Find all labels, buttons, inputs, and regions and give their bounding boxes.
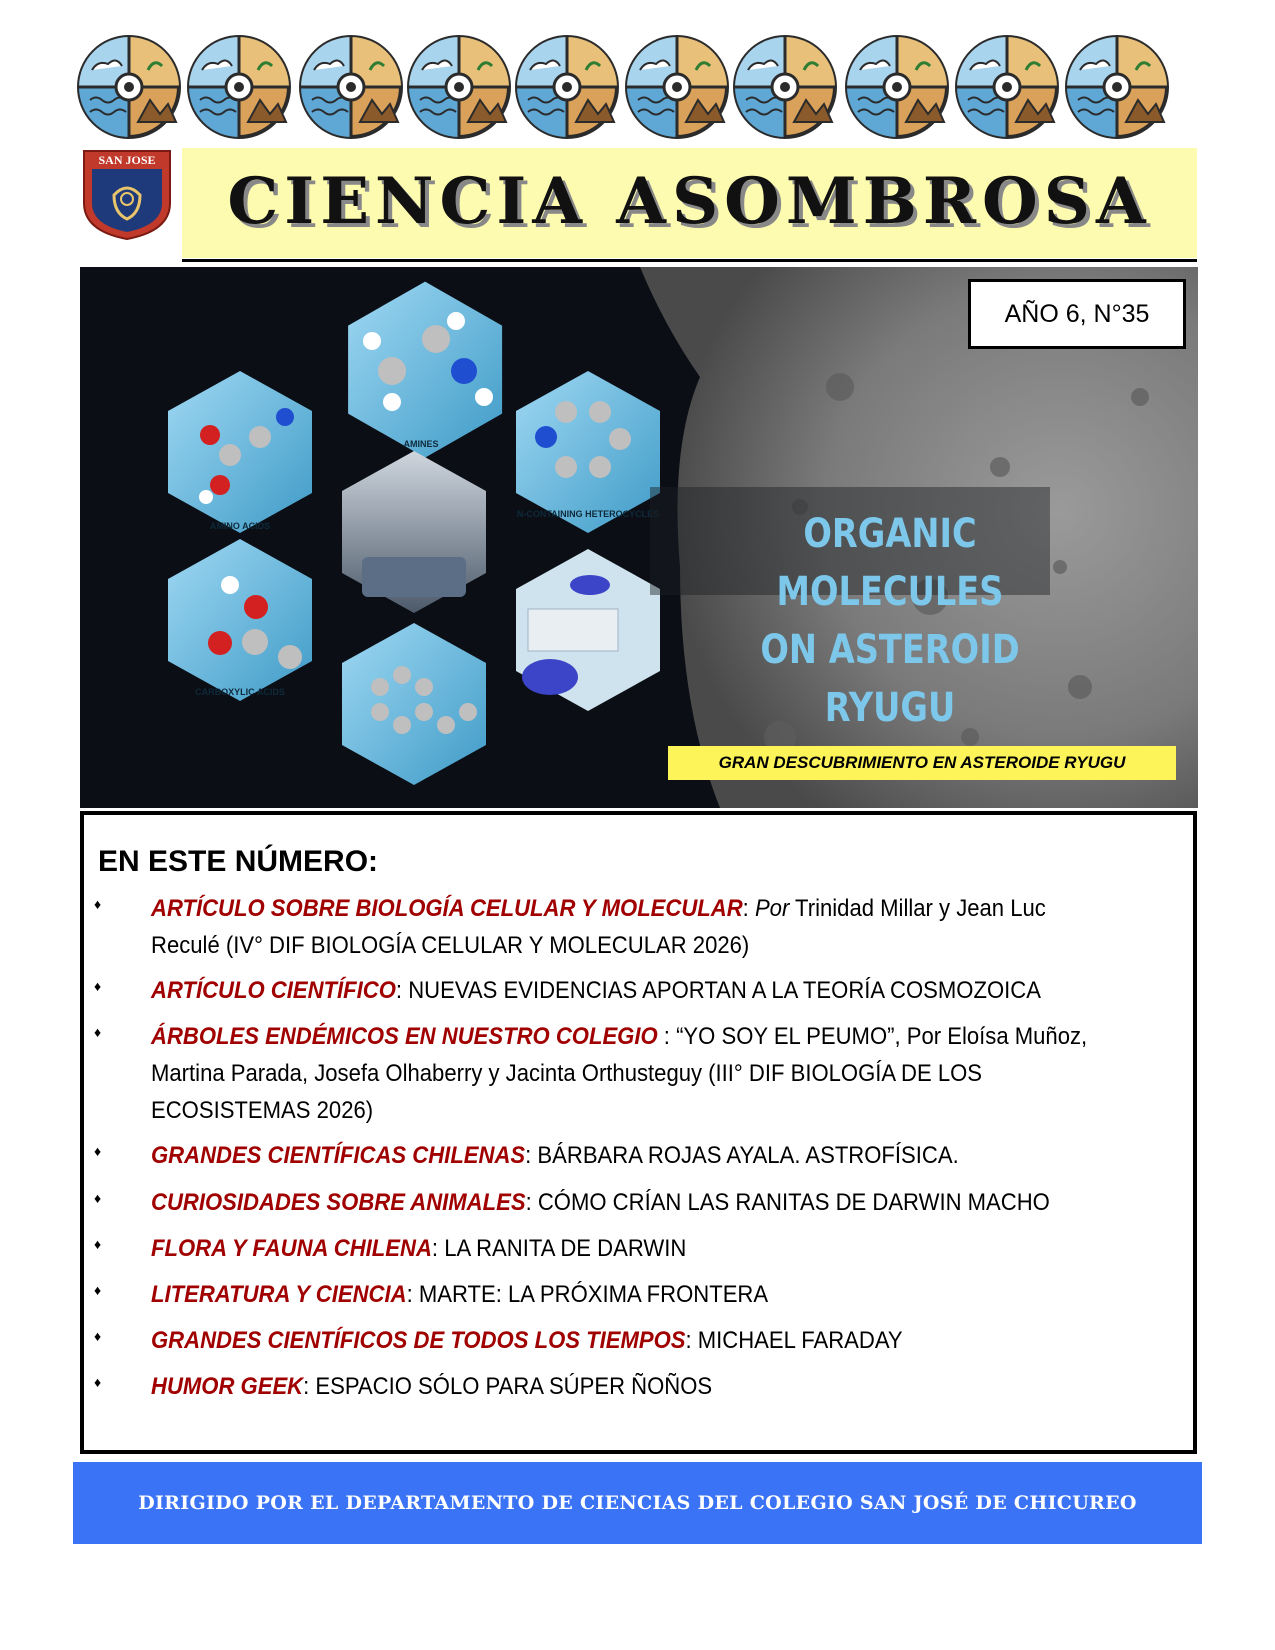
contents-item-text <box>151 890 1099 964</box>
diamond-bullet-icon: ♦ <box>94 1374 102 1390</box>
diamond-bullet-icon: ♦ <box>94 1328 102 1344</box>
diamond-bullet-icon: ♦ <box>94 1236 102 1252</box>
school-logo <box>80 147 174 241</box>
contents-item-text <box>151 1137 1099 1174</box>
contents-item-label: CURIOSIDADES SOBRE ANIMALES <box>151 1189 526 1216</box>
contents-item-description: MICHAEL FARADAY <box>697 1327 903 1354</box>
nature-elements-emblem-icon <box>514 34 620 140</box>
contents-item-separator: : <box>525 1189 532 1216</box>
title-divider <box>182 259 1197 262</box>
nature-elements-emblem-icon <box>1064 34 1170 140</box>
contents-item-text <box>151 1018 1099 1129</box>
contents-item-separator: : <box>525 1142 532 1169</box>
contents-item-separator: : <box>431 1235 439 1262</box>
diamond-bullet-icon: ♦ <box>94 1190 102 1206</box>
contents-item-separator: : <box>303 1373 310 1400</box>
nature-elements-emblem-icon <box>76 34 182 140</box>
contents-item-text <box>151 1276 1099 1313</box>
diamond-bullet-icon: ♦ <box>94 1143 102 1159</box>
contents-item-label: ÁRBOLES ENDÉMICOS EN NUESTRO COLEGIO <box>151 1023 658 1050</box>
hex-label-amino-acids: AMINO ACIDS <box>209 521 271 531</box>
school-logo-text: SAN JOSE <box>98 153 156 167</box>
contents-item-label: ARTÍCULO CIENTÍFICO <box>151 977 396 1004</box>
contents-item-label: GRANDES CIENTÍFICAS CHILENAS <box>151 1142 526 1169</box>
cover-caption: GRAN DESCUBRIMIENTO EN ASTEROIDE RYUGU <box>668 746 1176 780</box>
cover-headline <box>722 505 1058 737</box>
nature-elements-emblem-icon <box>624 34 730 140</box>
contents-item-separator: : <box>395 977 403 1004</box>
nature-elements-emblem-icon <box>406 34 512 140</box>
footer-banner: DIRIGIDO POR EL DEPARTAMENTO DE CIENCIAS DEL COLEGIO SAN JOSÉ DE CHICUREO <box>73 1462 1202 1544</box>
contents-item-separator: : <box>406 1281 413 1308</box>
magazine-title: CIENCIA ASOMBROSA <box>227 164 1152 239</box>
hex-label-carboxylic-acids: CARBOXYLIC ACIDS <box>195 687 285 697</box>
contents-item-description: CÓMO CRÍAN LAS RANITAS DE DARWIN MACHO <box>537 1189 1050 1216</box>
contents-item-separator: : <box>742 895 749 922</box>
contents-item-description: LA RANITA DE DARWIN <box>444 1235 687 1262</box>
contents-item-text <box>151 1322 1099 1359</box>
issue-number-box: AÑO 6, N°35 <box>968 279 1186 349</box>
contents-item-text <box>151 1184 1099 1221</box>
nature-elements-emblem-icon <box>732 34 838 140</box>
nature-elements-emblem-icon <box>298 34 404 140</box>
cover-headline-line2: ON ASTEROID RYUGU <box>760 627 1020 731</box>
hex-label-amines: AMINES <box>403 439 439 449</box>
diamond-bullet-icon: ♦ <box>94 978 102 994</box>
cover-headline-line1: ORGANIC MOLECULES <box>776 511 1004 615</box>
contents-item-label: HUMOR GEEK <box>151 1373 304 1400</box>
nature-elements-emblem-icon <box>954 34 1060 140</box>
diamond-bullet-icon: ♦ <box>94 896 102 912</box>
contents-item-label: GRANDES CIENTÍFICOS DE TODOS LOS TIEMPOS <box>151 1327 686 1354</box>
contents-heading: EN ESTE NÚMERO: <box>98 845 379 878</box>
contents-item-separator: : <box>657 1023 670 1050</box>
contents-item-label: ARTÍCULO SOBRE BIOLOGÍA CELULAR Y MOLECULAR <box>151 895 743 922</box>
nature-elements-emblem-icon <box>844 34 950 140</box>
contents-item-description: “YO SOY EL PEUMO”, Por Eloísa Muñoz, Martina Parada, Josefa Olhaberry y Jacinta Orthusteguy (III° DIF BIOLOGÍA DE LOS ECOSISTEMAS 2026) <box>151 1023 1088 1124</box>
contents-item-text <box>151 1368 1099 1405</box>
nature-elements-emblem-icon <box>186 34 292 140</box>
contents-item-byline: Por <box>754 895 790 922</box>
emblem-row <box>76 34 1198 140</box>
contents-item-description: MARTE: LA PRÓXIMA FRONTERA <box>418 1281 769 1308</box>
diamond-bullet-icon: ♦ <box>94 1282 102 1298</box>
contents-item-text <box>151 1230 1099 1267</box>
contents-item-separator: : <box>685 1327 692 1354</box>
diamond-bullet-icon: ♦ <box>94 1024 102 1040</box>
contents-item-label: LITERATURA Y CIENCIA <box>151 1281 407 1308</box>
contents-item-description: ESPACIO SÓLO PARA SÚPER ÑOÑOS <box>315 1373 713 1400</box>
contents-item-label: FLORA Y FAUNA CHILENA <box>151 1235 432 1262</box>
contents-box <box>80 811 1197 1454</box>
contents-item-description: BÁRBARA ROJAS AYALA. ASTROFÍSICA. <box>537 1142 959 1169</box>
contents-item-description: NUEVAS EVIDENCIAS APORTAN A LA TEORÍA COSMOZOICA <box>408 977 1041 1004</box>
contents-item-text <box>151 972 1099 1009</box>
contents-item-description: Trinidad Millar y Jean Luc Reculé (IV° DIF BIOLOGÍA CELULAR Y MOLECULAR 2026) <box>151 895 1046 959</box>
hex-label-heterocycles: N-CONTAINING HETEROCYCLES <box>516 509 660 519</box>
